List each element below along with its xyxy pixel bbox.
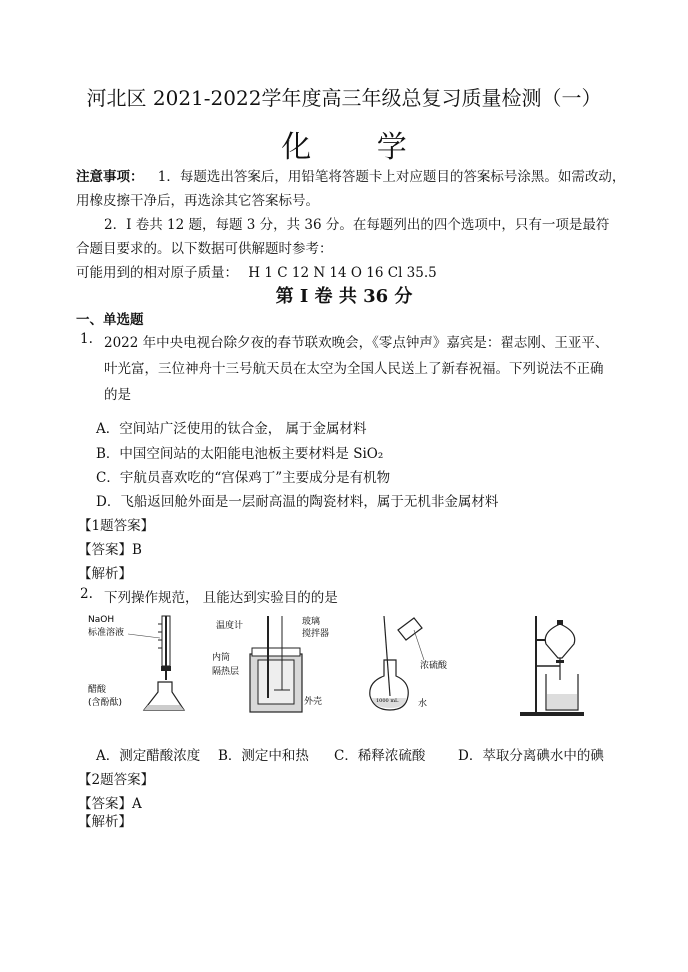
section-title: 第 I 卷 共 36 分: [275, 286, 413, 307]
q2-answer-tag: 【2题答案】: [78, 772, 155, 788]
q1-number: 1.: [80, 331, 93, 347]
figure-a-titration: [88, 610, 198, 722]
q2-option-c: C．稀释浓硫酸: [334, 748, 426, 764]
q1-answer-tag: 【1题答案】: [78, 518, 155, 534]
notes-text-1b: 用橡皮擦干净后，再选涂其它答案标号。: [76, 193, 319, 209]
q1-option-a: A．空间站广泛使用的钛合金， 属于金属材料: [96, 421, 367, 437]
fig-c-label-water: 水: [418, 699, 428, 709]
q2-stem: 下列操作规范， 且能达到实验目的的是: [104, 590, 338, 606]
fig-a-label-indicator: (含酚酞): [88, 698, 123, 708]
q1-stem-1: 2022 年中央电视台除夕夜的春节联欢晚会，《零点钟声》嘉宾是：翟志刚、王亚平、: [104, 335, 609, 351]
fig-b-label-inner: 内筒: [212, 653, 231, 663]
atomic-mass-line: [76, 261, 437, 281]
q1-analysis: 【解析】: [78, 566, 132, 582]
q1-option-c: C．宇航员喜欢吃的“宫保鸡丁”主要成分是有机物: [96, 470, 391, 486]
notes-label: 注意事项：: [76, 169, 144, 185]
atomic-mass-values: H 1 C 12 N 14 O 16 Cl 35.5: [248, 265, 437, 281]
fig-a-label-naoh: NaOH: [88, 615, 115, 625]
page-title: 河北区 2021-2022学年度高三年级总复习质量检测（一）: [86, 86, 602, 110]
q1-stem-3: 的是: [104, 387, 131, 403]
q1-answer: 【答案】B: [78, 542, 142, 558]
fig-b-label-insul: 隔热层: [212, 667, 240, 677]
figure-d-separatory-funnel: [512, 610, 602, 722]
fig-b-label-shell: 外壳: [304, 697, 323, 707]
fig-c-label-conc: 浓硫酸: [420, 661, 448, 671]
atomic-mass-label: 可能用到的相对原子质量：: [76, 265, 238, 281]
q2-number: 2.: [80, 586, 93, 602]
q2-option-d: D．萃取分离碘水中的碘: [458, 748, 604, 764]
fig-c-label-flask: 1000 mL: [376, 698, 399, 704]
q2-option-a: A．测定醋酸浓度: [96, 748, 201, 764]
q2-option-b: B．测定中和热: [218, 748, 309, 764]
q1-option-b: B．中国空间站的太阳能电池板主要材料是 SiO₂: [96, 446, 384, 462]
notes-text-2: 2．I 卷共 12 题，每题 3 分，共 36 分。在每题列出的四个选项中，只有一项是最符: [104, 217, 610, 233]
fig-a-label-std: 标准溶液: [88, 628, 125, 638]
subject-title: 化 学: [281, 130, 435, 165]
part-title: 一、单选题: [76, 312, 144, 328]
notes-line1: [76, 165, 625, 185]
notes-text-1: 1．每题选出答案后，用铅笔将答题卡上对应题目的答案标号涂黑。如需改动，: [157, 169, 626, 185]
fig-b-label-glass: 玻璃: [302, 617, 321, 627]
q1-stem-2: 叶光富，三位神舟十三号航天员在太空为全国人民送上了新春祝福。下列说法不正确: [104, 361, 604, 377]
notes-text-2b: 合题目要求的。以下数据可供解题时参考：: [76, 241, 333, 257]
fig-b-label-thermo: 温度计: [216, 621, 244, 631]
figure-c-dilution: [362, 610, 472, 722]
fig-b-label-stirrer: 搅拌器: [302, 629, 330, 639]
fig-a-label-acid: 醋酸: [88, 685, 107, 695]
q2-answer: 【答案】A: [78, 796, 142, 812]
figure-b-calorimeter: [212, 610, 342, 722]
q1-option-d: D．飞船返回舱外面是一层耐高温的陶瓷材料，属于无机非金属材料: [96, 494, 499, 510]
q2-analysis: 【解析】: [78, 814, 132, 830]
